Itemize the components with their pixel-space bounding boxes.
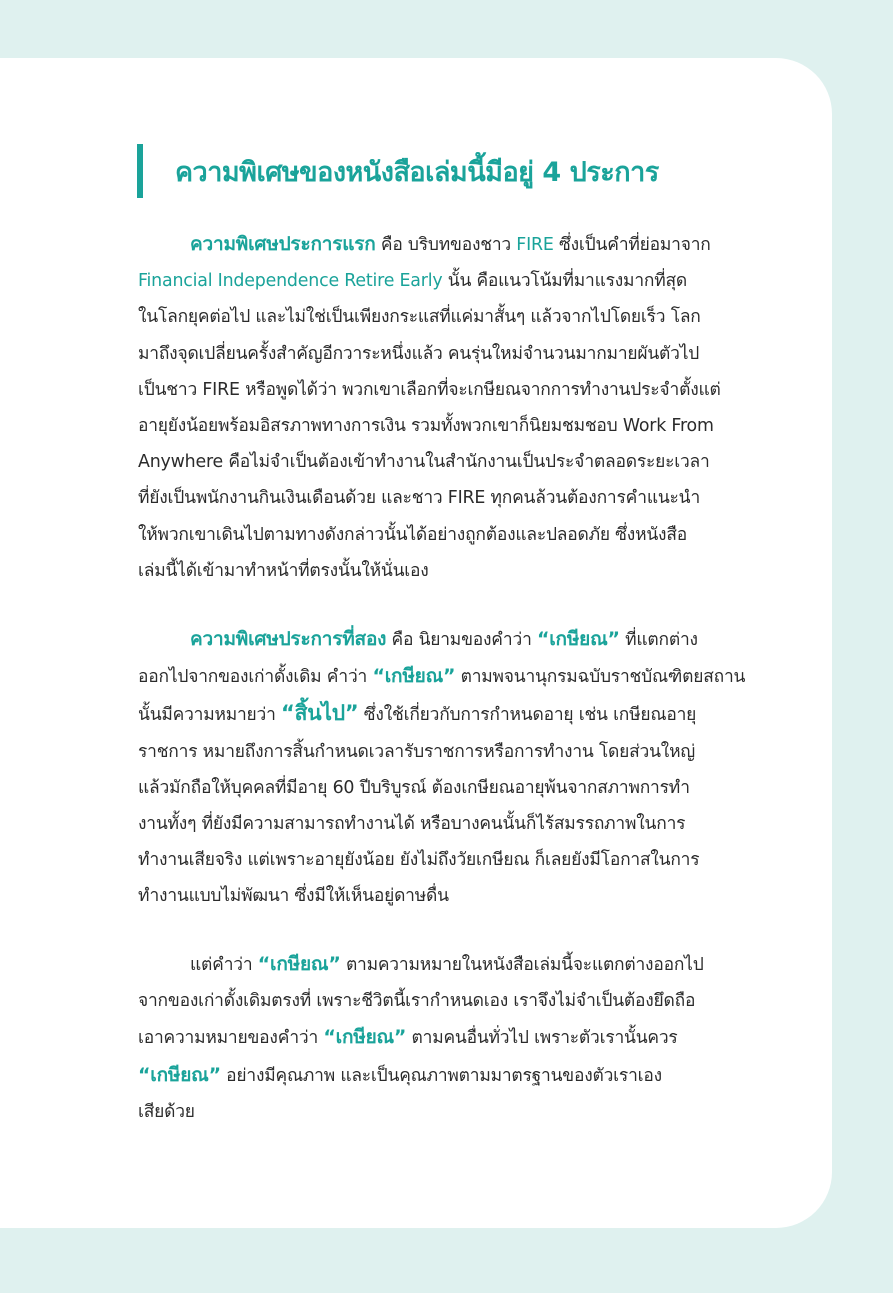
text-line [138, 621, 774, 658]
highlight-quote: “เกษียณ” [138, 1063, 221, 1086]
text-line: เสียด้วย [138, 1101, 195, 1122]
highlight-term: ความพิเศษประการที่สอง [190, 628, 387, 650]
text-span: ตามคนอื่นทั่วไป เพราะตัวเรานั้นควร [406, 1028, 678, 1049]
text-line [138, 1019, 774, 1056]
highlight-quote: “เกษียณ” [257, 953, 341, 975]
text-line: งานทั้งๆ ที่ยังมีความสามารถทำงานได้ หรือบางคนนั้นก็ไร้สมรรถภาพในการ [138, 814, 686, 835]
text-line: เป็นชาว FIRE หรือพูดได้ว่า พวกเขาเลือกที่จะเกษียณจากการทำงานประจำตั้งแต่ [138, 379, 721, 400]
highlight-fire: FIRE [516, 235, 554, 255]
text-line: มาถึงจุดเปลี่ยนครั้งสำคัญอีกวาระหนึ่งแล้ว คนรุ่นใหม่จำนวนมากมายผันตัวไป [138, 343, 700, 364]
text-span: คือ บริบทของชาว [375, 235, 517, 255]
paragraph-second [138, 621, 774, 915]
text-line: ราชการ หมายถึงการสิ้นกำหนดเวลารับราชการหรือการทำงาน โดยส่วนใหญ่ [138, 741, 695, 762]
text-line [138, 263, 774, 299]
text-line [138, 946, 774, 983]
text-span: แต่คำว่า [190, 955, 258, 975]
text-span: ตามความหมายในหนังสือเล่มนี้จะแตกต่างออกไป [340, 955, 704, 975]
text-span: ที่แตกต่าง [619, 630, 698, 650]
section-heading [137, 144, 659, 198]
paragraph-third [138, 946, 774, 1130]
heading-text: ความพิเศษของหนังสือเล่มนี้มีอยู่ 4 ประการ [175, 156, 659, 188]
highlight-quote: “สิ้นไป” [281, 701, 359, 726]
text-span: ซึ่งใช้เกี่ยวกับการกำหนดอายุ เช่น เกษียณอายุ [358, 705, 697, 726]
highlight-term: ความพิเศษประการแรก [190, 233, 376, 255]
text-line: จากของเก่าดั้งเดิมตรงที่ เพราะชีวิตนี้เรากำหนดเอง เราจึงไม่จำเป็นต้องยึดถือ [138, 991, 696, 1012]
highlight-quote: “เกษียณ” [372, 665, 456, 688]
text-span: ตามพจนานุกรมฉบับราชบัณฑิตยสถาน [455, 667, 746, 688]
paragraph-first [138, 226, 774, 589]
text-line [138, 226, 774, 263]
text-line: ในโลกยุคต่อไป และไม่ใช่เป็นเพียงกระแสที่แค่มาสั้นๆ แล้วจากไปโดยเร็ว โลก [138, 307, 701, 328]
text-line: Anywhere คือไม่จำเป็นต้องเข้าทำงานในสำนักงานเป็นประจำตลอดระยะเวลา [138, 452, 710, 473]
text-line: ให้พวกเขาเดินไปตามทางดังกล่าวนั้นได้อย่างถูกต้องและปลอดภัย ซึ่งหนังสือ [138, 524, 687, 545]
text-span: ออกไปจากของเก่าดั้งเดิม คำว่า [138, 667, 373, 688]
text-span: นั้นมีความหมายว่า [138, 705, 282, 726]
highlight-quote: “เกษียณ” [323, 1026, 407, 1049]
text-line: อายุยังน้อยพร้อมอิสรภาพทางการเงิน รวมทั้งพวกเขาก็นิยมชมชอบ Work From [138, 416, 714, 437]
text-line: ที่ยังเป็นพนักงานกินเงินเดือนด้วย และชาว FIRE ทุกคนล้วนต้องการคำแนะนำ [138, 488, 701, 509]
text-line: ทำงานเสียจริง แต่เพราะอายุยังน้อย ยังไม่ถึงวัยเกษียณ ก็เลยยังมีโอกาสในการ [138, 850, 700, 871]
text-line [138, 658, 774, 695]
text-span: อย่างมีคุณภาพ และเป็นคุณภาพตามมาตรฐานของตัวเราเอง [220, 1065, 662, 1086]
text-span: ซึ่งเป็นคำที่ย่อมาจาก [553, 235, 711, 255]
heading-accent-bar [137, 144, 143, 198]
text-line [138, 1057, 774, 1094]
text-span: เอาความหมายของคำว่า [138, 1028, 324, 1049]
highlight-fire-expansion: Financial Independence Retire Early [138, 271, 443, 292]
text-span: นั้น คือแนวโน้มที่มาแรงมากที่สุด [442, 271, 687, 292]
text-line: ทำงานแบบไม่พัฒนา ซึ่งมีให้เห็นอยู่ดาษดื่น [138, 886, 449, 907]
text-line: แล้วมักถือให้บุคคลที่มีอายุ 60 ปีบริบูรณ์ ต้องเกษียณอายุพ้นจากสภาพการทำ [138, 777, 690, 798]
text-line: เล่มนี้ได้เข้ามาทำหน้าที่ตรงนั้นให้นั่นเอง [138, 560, 429, 581]
text-line [138, 695, 774, 733]
text-span: คือ นิยามของคำว่า [386, 630, 537, 650]
highlight-quote: “เกษียณ” [536, 628, 620, 650]
